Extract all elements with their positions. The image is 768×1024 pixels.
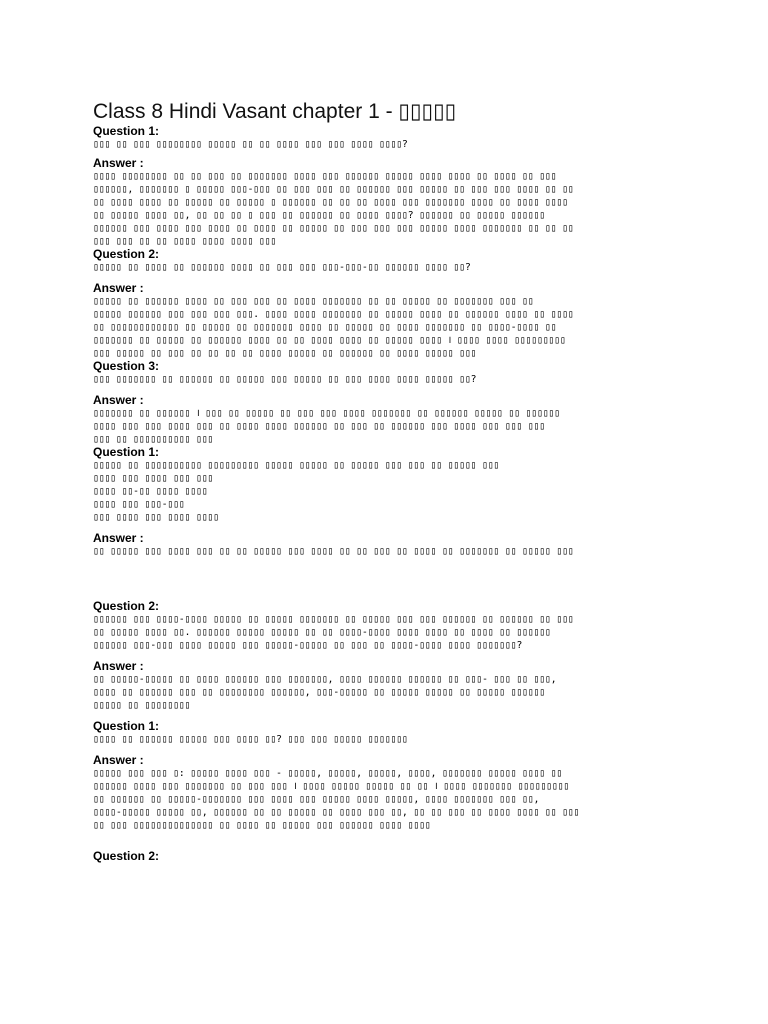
answer-text-line: ▯▯▯ ▯▯▯ ▯▯ ▯▯ ▯▯▯▯ ▯▯▯▯ ▯▯▯▯ ▯▯▯ bbox=[93, 236, 277, 247]
answer-text-line: ▯▯ ▯▯▯▯▯-▯▯▯▯▯ ▯▯ ▯▯▯▯ ▯▯▯▯▯▯ ▯▯▯ ▯▯▯▯▯▯▯, ▯▯▯▯ ▯▯▯▯▯▯ ▯▯▯▯▯▯ ▯▯ ▯▯▯- ▯▯▯ ▯▯ ▯▯▯, bbox=[93, 674, 557, 685]
question-text-line: ▯▯▯▯ ▯▯ ▯▯▯▯▯▯ ▯▯▯▯▯ ▯▯▯ ▯▯▯▯ ▯▯? ▯▯▯ ▯▯▯ ▯▯▯▯▯ ▯▯▯▯▯▯▯ bbox=[93, 734, 408, 745]
answer-text-line: ▯▯▯▯▯▯ ▯▯▯ ▯▯▯▯ ▯▯▯ ▯▯▯▯ ▯▯ ▯▯▯▯ ▯▯ ▯▯▯▯▯ ▯▯ ▯▯▯ ▯▯▯ ▯▯▯ ▯▯▯▯▯ ▯▯▯▯ ▯▯▯▯▯▯▯ ▯▯ ▯▯ ▯▯ bbox=[93, 223, 574, 234]
answer-text-line: ▯▯ ▯▯▯▯▯▯▯▯▯▯▯▯ ▯▯ ▯▯▯▯▯ ▯▯ ▯▯▯▯▯▯▯ ▯▯▯▯ ▯▯ ▯▯▯▯▯ ▯▯ ▯▯▯▯ ▯▯▯▯▯▯▯ ▯▯ ▯▯▯▯-▯▯▯▯ ▯▯ bbox=[93, 322, 557, 333]
question-text-line: ▯▯▯▯▯ ▯▯ ▯▯▯▯▯▯▯▯▯▯ ▯▯▯▯▯▯▯▯▯ ▯▯▯▯▯ ▯▯▯▯▯ ▯▯ ▯▯▯▯▯ ▯▯▯ ▯▯▯ ▯▯ ▯▯▯▯▯ ▯▯▯ bbox=[93, 460, 500, 471]
answer-text-line: ▯▯ ▯▯▯▯▯▯ ▯▯ ▯▯▯▯▯-▯▯▯▯▯▯▯ ▯▯▯ ▯▯▯▯ ▯▯▯ ▯▯▯▯▯ ▯▯▯▯ ▯▯▯▯▯, ▯▯▯▯ ▯▯▯▯▯▯▯ ▯▯▯ ▯▯, bbox=[93, 794, 540, 805]
answer-text-line: ▯▯▯▯ ▯▯▯▯▯▯▯▯ ▯▯ ▯▯ ▯▯▯ ▯▯ ▯▯▯▯▯▯▯ ▯▯▯▯ ▯▯▯ ▯▯▯▯▯▯ ▯▯▯▯▯ ▯▯▯▯ ▯▯▯▯ ▯▯ ▯▯▯▯ ▯▯ ▯▯▯ bbox=[93, 171, 557, 182]
qa-block bbox=[93, 720, 679, 850]
answer-label: Answer : bbox=[93, 659, 144, 673]
answer-label: Answer : bbox=[93, 156, 144, 170]
answer-text-line: ▯▯▯▯-▯▯▯▯▯ ▯▯▯▯▯ ▯▯, ▯▯▯▯▯▯ ▯▯ ▯▯ ▯▯▯▯▯ ▯▯ ▯▯▯▯ ▯▯▯ ▯▯, ▯▯ ▯▯ ▯▯▯ ▯▯ ▯▯▯▯ ▯▯▯▯ ▯▯ ▯▯▯ bbox=[93, 807, 580, 818]
qa-block bbox=[93, 125, 679, 248]
answer-text-line: ▯▯▯▯▯ ▯▯ ▯▯▯▯▯▯ ▯▯▯▯ ▯▯ ▯▯▯ ▯▯▯ ▯▯ ▯▯▯▯ ▯▯▯▯▯▯▯ ▯▯ ▯▯ ▯▯▯▯▯ ▯▯ ▯▯▯▯▯▯▯ ▯▯▯ ▯▯ bbox=[93, 296, 534, 307]
qa-block bbox=[93, 850, 679, 863]
question-label: Question 2: bbox=[93, 247, 160, 261]
question-label: Question 2: bbox=[93, 849, 160, 863]
answer-text-line: ▯▯▯▯▯▯▯ ▯▯ ▯▯▯▯▯▯ । ▯▯▯ ▯▯ ▯▯▯▯▯ ▯▯ ▯▯▯ ▯▯▯ ▯▯▯▯ ▯▯▯▯▯▯▯ ▯▯ ▯▯▯▯▯▯ ▯▯▯▯▯ ▯▯ ▯▯▯▯▯▯ bbox=[93, 408, 560, 419]
answer-text-line: ▯▯▯▯▯▯, ▯▯▯▯▯▯▯ ▯ ▯▯▯▯▯ ▯▯▯-▯▯▯ ▯▯ ▯▯▯ ▯▯▯ ▯▯ ▯▯▯▯▯▯ ▯▯▯ ▯▯▯▯▯ ▯▯ ▯▯▯ ▯▯▯ ▯▯▯▯ ▯▯ ▯▯ bbox=[93, 184, 574, 195]
question-label: Question 1: bbox=[93, 124, 160, 138]
question-text-line: ▯▯ ▯▯▯▯▯ ▯▯▯▯ ▯▯. ▯▯▯▯▯▯ ▯▯▯▯▯ ▯▯▯▯▯ ▯▯ ▯▯ ▯▯▯▯-▯▯▯▯ ▯▯▯▯ ▯▯▯▯ ▯▯ ▯▯▯▯ ▯▯ ▯▯▯▯▯▯ bbox=[93, 627, 551, 638]
answer-text-line: ▯▯▯▯▯ ▯▯▯ ▯▯▯ ▯: ▯▯▯▯▯ ▯▯▯▯ ▯▯▯ - ▯▯▯▯▯, ▯▯▯▯▯, ▯▯▯▯▯, ▯▯▯▯, ▯▯▯▯▯▯▯ ▯▯▯▯▯ ▯▯▯▯ ▯▯ bbox=[93, 768, 563, 779]
qa-block bbox=[93, 248, 679, 360]
answer-label: Answer : bbox=[93, 281, 144, 295]
answer-text-line: ▯▯▯▯▯ ▯▯▯▯▯▯ ▯▯▯ ▯▯▯ ▯▯▯ ▯▯▯. ▯▯▯▯ ▯▯▯▯ ▯▯▯▯▯▯▯ ▯▯ ▯▯▯▯▯ ▯▯▯▯ ▯▯ ▯▯▯▯▯▯ ▯▯▯▯ ▯▯ ▯▯▯▯ bbox=[93, 309, 574, 320]
question-text-line: ▯▯▯ ▯▯▯▯ ▯▯▯ ▯▯▯▯ ▯▯▯▯ bbox=[93, 512, 219, 523]
question-label: Question 3: bbox=[93, 359, 160, 373]
question-text-line: ▯▯▯ ▯▯▯▯▯▯▯ ▯▯ ▯▯▯▯▯▯ ▯▯ ▯▯▯▯▯ ▯▯▯ ▯▯▯▯▯ ▯▯ ▯▯▯ ▯▯▯▯ ▯▯▯▯ ▯▯▯▯▯ ▯▯? bbox=[93, 374, 477, 385]
answer-label: Answer : bbox=[93, 753, 144, 767]
answer-text-line: ▯▯ ▯▯▯▯ ▯▯▯▯ ▯▯ ▯▯▯▯▯ ▯▯ ▯▯▯▯▯ ▯ ▯▯▯▯▯▯ ▯▯ ▯▯ ▯▯ ▯▯▯▯ ▯▯▯ ▯▯▯▯▯▯▯ ▯▯▯▯ ▯▯ ▯▯▯▯ ▯▯▯▯ bbox=[93, 197, 568, 208]
qa-block bbox=[93, 446, 679, 600]
question-text-line: ▯▯▯▯▯▯ ▯▯▯-▯▯▯ ▯▯▯▯ ▯▯▯▯▯ ▯▯▯ ▯▯▯▯▯-▯▯▯▯▯ ▯▯ ▯▯▯ ▯▯ ▯▯▯▯-▯▯▯▯ ▯▯▯▯ ▯▯▯▯▯▯▯? bbox=[93, 640, 523, 651]
answer-text-line: ▯▯▯▯ ▯▯ ▯▯▯▯▯▯ ▯▯▯ ▯▯ ▯▯▯▯▯▯▯▯ ▯▯▯▯▯▯, ▯▯▯-▯▯▯▯▯ ▯▯ ▯▯▯▯▯ ▯▯▯▯▯ ▯▯ ▯▯▯▯▯ ▯▯▯▯▯▯ bbox=[93, 687, 545, 698]
question-text-line: ▯▯▯▯ ▯▯▯ ▯▯▯-▯▯▯ bbox=[93, 499, 185, 510]
page-title: Class 8 Hindi Vasant chapter 1 - ▯▯▯▯▯ bbox=[93, 100, 457, 123]
question-text-line: ▯▯▯▯▯ ▯▯ ▯▯▯▯ ▯▯ ▯▯▯▯▯▯ ▯▯▯▯ ▯▯ ▯▯▯ ▯▯▯ ▯▯▯-▯▯▯-▯▯ ▯▯▯▯▯▯ ▯▯▯▯ ▯▯? bbox=[93, 262, 471, 273]
question-label: Question 1: bbox=[93, 445, 160, 459]
answer-label: Answer : bbox=[93, 393, 144, 407]
question-text-line: ▯▯▯ ▯▯ ▯▯▯ ▯▯▯▯▯▯▯▯ ▯▯▯▯▯ ▯▯ ▯▯ ▯▯▯▯ ▯▯▯ ▯▯▯ ▯▯▯▯ ▯▯▯▯? bbox=[93, 139, 408, 150]
answer-text-line: ▯▯▯▯ ▯▯▯ ▯▯▯ ▯▯▯▯ ▯▯▯ ▯▯ ▯▯▯▯ ▯▯▯▯ ▯▯▯▯▯▯ ▯▯ ▯▯▯ ▯▯ ▯▯▯▯▯▯ ▯▯▯ ▯▯▯▯ ▯▯▯ ▯▯▯ ▯▯▯ bbox=[93, 421, 545, 432]
qa-sections bbox=[93, 125, 679, 863]
answer-text-line: ▯▯▯▯▯▯ ▯▯▯▯ ▯▯▯ ▯▯▯▯▯▯▯ ▯▯ ▯▯▯ ▯▯▯ । ▯▯▯▯ ▯▯▯▯▯ ▯▯▯▯▯ ▯▯ ▯▯ । ▯▯▯▯ ▯▯▯▯▯▯▯ ▯▯▯▯▯▯▯▯▯ bbox=[93, 781, 570, 792]
document-content bbox=[93, 99, 679, 863]
answer-text-line: ▯▯▯▯▯ ▯▯ ▯▯▯▯▯▯▯▯ bbox=[93, 700, 191, 711]
answer-text-line: ▯▯▯ ▯▯▯▯▯ ▯▯ ▯▯▯ ▯▯ ▯▯ ▯▯ ▯▯ ▯▯▯▯ ▯▯▯▯▯ ▯▯ ▯▯▯▯▯▯ ▯▯ ▯▯▯▯ ▯▯▯▯▯ ▯▯▯ bbox=[93, 348, 477, 359]
question-text-line: ▯▯▯▯▯▯ ▯▯▯ ▯▯▯▯-▯▯▯▯ ▯▯▯▯▯ ▯▯ ▯▯▯▯▯ ▯▯▯▯▯▯▯ ▯▯ ▯▯▯▯▯ ▯▯▯ ▯▯▯ ▯▯▯▯▯▯ ▯▯ ▯▯▯▯▯▯ ▯▯ ▯▯▯ bbox=[93, 614, 574, 625]
question-label: Question 1: bbox=[93, 719, 160, 733]
answer-label: Answer : bbox=[93, 531, 144, 545]
answer-text-line: ▯▯▯ ▯▯ ▯▯▯▯▯▯▯▯▯▯ ▯▯▯ bbox=[93, 434, 214, 445]
qa-block bbox=[93, 360, 679, 446]
qa-block bbox=[93, 600, 679, 720]
question-label: Question 2: bbox=[93, 599, 160, 613]
question-text-line: ▯▯▯▯ ▯▯-▯▯ ▯▯▯▯ ▯▯▯▯ bbox=[93, 486, 208, 497]
question-text-line: ▯▯▯▯ ▯▯▯ ▯▯▯▯ ▯▯▯ ▯▯▯ bbox=[93, 473, 214, 484]
answer-text-line: ▯▯ ▯▯▯▯▯ ▯▯▯ ▯▯▯▯ ▯▯▯ ▯▯ ▯▯ ▯▯▯▯▯ ▯▯▯ ▯▯▯▯ ▯▯ ▯▯ ▯▯▯ ▯▯ ▯▯▯▯ ▯▯ ▯▯▯▯▯▯▯ ▯▯ ▯▯▯▯▯ ▯▯▯ bbox=[93, 546, 574, 557]
answer-text-line: ▯▯ ▯▯▯▯▯ ▯▯▯▯ ▯▯, ▯▯ ▯▯ ▯▯ ▯ ▯▯▯ ▯▯ ▯▯▯▯▯▯ ▯▯ ▯▯▯▯ ▯▯▯▯? ▯▯▯▯▯▯ ▯▯ ▯▯▯▯▯ ▯▯▯▯▯▯ bbox=[93, 210, 545, 221]
answer-text-line: ▯▯ ▯▯▯ ▯▯▯▯▯▯▯▯▯▯▯▯▯▯ ▯▯ ▯▯▯▯ ▯▯ ▯▯▯▯▯ ▯▯▯ ▯▯▯▯▯▯ ▯▯▯▯ ▯▯▯▯ bbox=[93, 820, 431, 831]
answer-text-line: ▯▯▯▯▯▯▯ ▯▯ ▯▯▯▯▯ ▯▯ ▯▯▯▯▯▯ ▯▯▯▯ ▯▯ ▯▯ ▯▯▯▯ ▯▯▯▯ ▯▯ ▯▯▯▯▯ ▯▯▯▯ । ▯▯▯▯ ▯▯▯▯ ▯▯▯▯▯▯▯▯▯ bbox=[93, 335, 566, 346]
